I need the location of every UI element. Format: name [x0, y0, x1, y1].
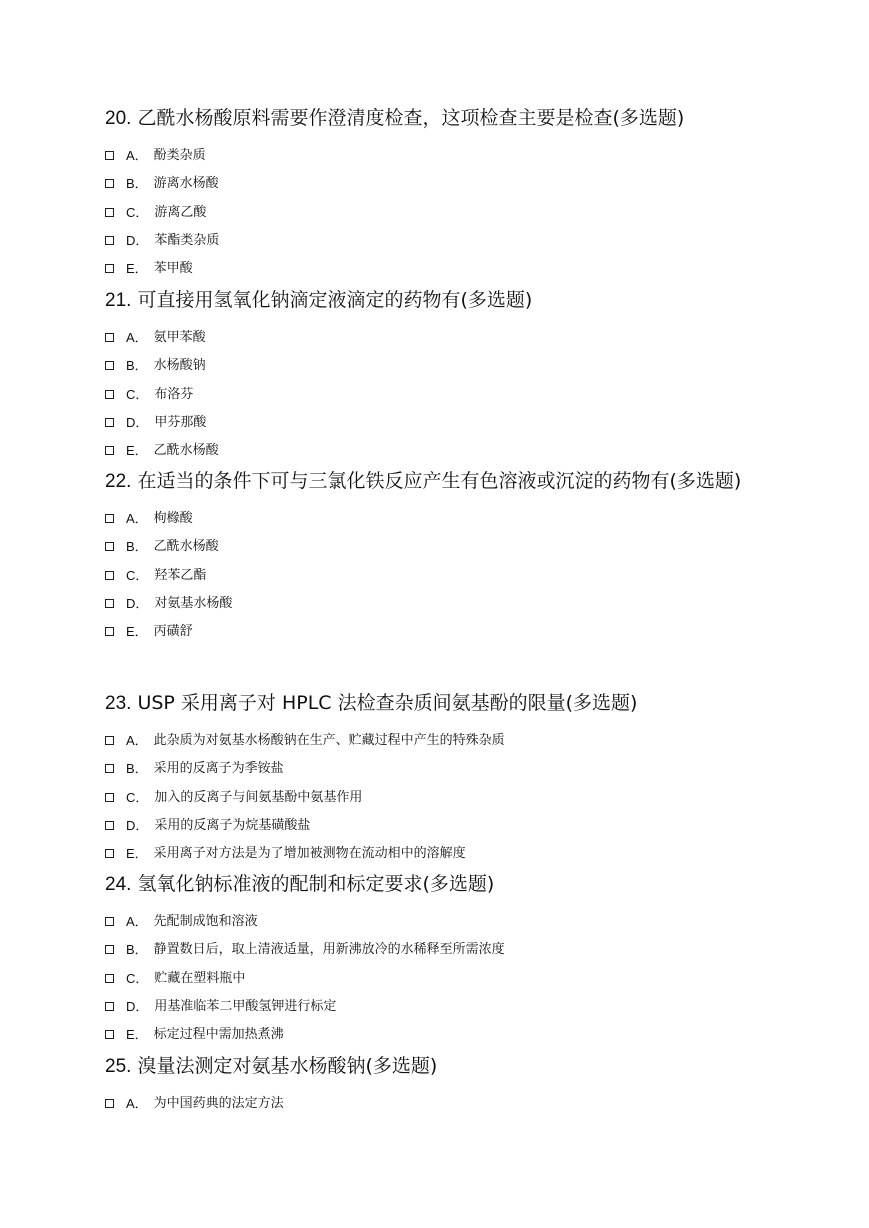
option-key: C． [126, 970, 149, 986]
checkbox-icon[interactable] [105, 264, 114, 273]
question-title [105, 683, 765, 724]
option-text: 为中国药典的法定方法 [153, 1096, 284, 1112]
checkbox-icon[interactable] [105, 333, 114, 342]
option-text: 采用的反离子为烷基磺酸盐 [154, 818, 311, 834]
option-d[interactable] [105, 227, 765, 255]
question-number: 25. [105, 1056, 132, 1077]
question-22 [105, 461, 765, 646]
option-text: 酚类杂质 [153, 148, 206, 164]
checkbox-icon[interactable] [105, 1099, 114, 1108]
option-b[interactable] [105, 533, 765, 561]
option-key: A． [126, 330, 148, 346]
option-key: C． [126, 204, 149, 220]
option-c[interactable] [105, 965, 765, 993]
option-a[interactable] [105, 908, 765, 936]
option-c[interactable] [105, 381, 765, 409]
option-text: 水杨酸钠 [153, 358, 206, 374]
question-number: 21. [105, 290, 132, 311]
option-text: 贮藏在塑料瓶中 [154, 970, 246, 986]
option-text: 丙磺舒 [153, 624, 193, 640]
question-25 [105, 1046, 765, 1118]
checkbox-icon[interactable] [105, 151, 114, 160]
question-24 [105, 864, 765, 1049]
option-c[interactable] [105, 199, 765, 227]
question-title [105, 461, 765, 502]
checkbox-icon[interactable] [105, 849, 114, 858]
option-key: C． [126, 386, 149, 402]
option-a[interactable] [105, 1090, 765, 1118]
option-list [105, 324, 765, 465]
checkbox-icon[interactable] [105, 179, 114, 188]
question-title [105, 98, 765, 139]
checkbox-icon[interactable] [105, 1002, 114, 1011]
checkbox-icon[interactable] [105, 208, 114, 217]
option-key: B． [126, 539, 148, 555]
option-text: 此杂质为对氨基水杨酸钠在生产、贮藏过程中产生的特殊杂质 [153, 733, 505, 749]
checkbox-icon[interactable] [105, 361, 114, 370]
question-number: 22. [105, 471, 132, 492]
option-b[interactable] [105, 170, 765, 198]
option-key: D． [126, 233, 149, 249]
option-text: 苯酯类杂质 [154, 233, 220, 249]
option-key: E． [126, 846, 148, 862]
option-key: A． [126, 733, 148, 749]
option-a[interactable] [105, 324, 765, 352]
option-a[interactable] [105, 727, 765, 755]
option-a[interactable] [105, 142, 765, 170]
question-title [105, 1046, 765, 1087]
option-list [105, 142, 765, 283]
option-text: 苯甲酸 [153, 261, 193, 277]
checkbox-icon[interactable] [105, 627, 114, 636]
option-text: 加入的反离子与间氨基酚中氨基作用 [154, 789, 363, 805]
option-d[interactable] [105, 590, 765, 618]
question-number: 20. [105, 108, 132, 129]
option-key: C． [126, 567, 149, 583]
option-key: B． [126, 176, 148, 192]
checkbox-icon[interactable] [105, 917, 114, 926]
option-key: D． [126, 415, 149, 431]
question-21 [105, 280, 765, 465]
checkbox-icon[interactable] [105, 764, 114, 773]
option-text: 羟苯乙酯 [154, 567, 207, 583]
option-key: B． [126, 942, 148, 958]
option-key: D． [126, 999, 149, 1015]
option-text: 采用的反离子为季铵盐 [153, 761, 284, 777]
option-key: B． [126, 358, 148, 374]
checkbox-icon[interactable] [105, 446, 114, 455]
option-text: 布洛芬 [154, 386, 194, 402]
option-text: 游离水杨酸 [153, 176, 219, 192]
question-title [105, 864, 765, 905]
option-key: E． [126, 261, 148, 277]
option-list [105, 505, 765, 646]
option-key: A． [126, 511, 148, 527]
option-d[interactable] [105, 409, 765, 437]
option-c[interactable] [105, 562, 765, 590]
question-number: 23. [105, 693, 132, 714]
question-23 [105, 683, 765, 868]
option-a[interactable] [105, 505, 765, 533]
option-key: A． [126, 1096, 148, 1112]
option-key: B． [126, 761, 148, 777]
checkbox-icon[interactable] [105, 571, 114, 580]
option-d[interactable] [105, 993, 765, 1021]
option-text: 游离乙酸 [154, 204, 207, 220]
option-e[interactable] [105, 618, 765, 646]
question-text: 在适当的条件下可与三氯化铁反应产生有色溶液或沉淀的药物有(多选题) [137, 470, 742, 492]
checkbox-icon[interactable] [105, 945, 114, 954]
option-d[interactable] [105, 812, 765, 840]
question-text: USP 采用离子对 HPLC 法检查杂质间氨基酚的限量(多选题) [137, 692, 638, 714]
checkbox-icon[interactable] [105, 390, 114, 399]
option-text: 静置数日后，取上清液适量，用新沸放冷的水稀释至所需浓度 [153, 942, 505, 958]
option-text: 对氨基水杨酸 [154, 596, 233, 612]
option-text: 标定过程中需加热煮沸 [153, 1027, 284, 1043]
question-text: 氢氧化钠标准液的配制和标定要求(多选题) [137, 873, 495, 895]
checkbox-icon[interactable] [105, 514, 114, 523]
checkbox-icon[interactable] [105, 793, 114, 802]
option-list [105, 1090, 765, 1118]
option-text: 甲芬那酸 [154, 415, 207, 431]
option-text: 用基准临苯二甲酸氢钾进行标定 [154, 999, 337, 1015]
checkbox-icon[interactable] [105, 418, 114, 427]
question-text: 溴量法测定对氨基水杨酸钠(多选题) [137, 1055, 438, 1077]
option-key: D． [126, 596, 149, 612]
option-text: 乙酰水杨酸 [153, 443, 219, 459]
option-b[interactable] [105, 755, 765, 783]
option-text: 乙酰水杨酸 [153, 539, 219, 555]
checkbox-icon[interactable] [105, 599, 114, 608]
option-key: C． [126, 789, 149, 805]
option-key: E． [126, 443, 148, 459]
option-key: E． [126, 1027, 148, 1043]
option-list [105, 908, 765, 1049]
question-text: 乙酰水杨酸原料需要作澄清度检查，这项检查主要是检查(多选题) [137, 107, 685, 129]
question-20 [105, 98, 765, 283]
option-b[interactable] [105, 936, 765, 964]
option-c[interactable] [105, 784, 765, 812]
question-title [105, 280, 765, 321]
question-text: 可直接用氢氧化钠滴定液滴定的药物有(多选题) [137, 289, 533, 311]
option-key: A． [126, 148, 148, 164]
option-text: 枸橼酸 [153, 511, 193, 527]
option-key: A． [126, 914, 148, 930]
question-number: 24. [105, 874, 132, 895]
option-key: E． [126, 624, 148, 640]
option-list [105, 727, 765, 868]
checkbox-icon[interactable] [105, 736, 114, 745]
option-text: 氨甲苯酸 [153, 330, 206, 346]
checkbox-icon[interactable] [105, 542, 114, 551]
checkbox-icon[interactable] [105, 974, 114, 983]
option-b[interactable] [105, 352, 765, 380]
option-text: 先配制成饱和溶液 [153, 914, 258, 930]
option-key: D． [126, 818, 149, 834]
checkbox-icon[interactable] [105, 1030, 114, 1039]
checkbox-icon[interactable] [105, 821, 114, 830]
option-text: 采用离子对方法是为了增加被测物在流动相中的溶解度 [153, 846, 466, 862]
checkbox-icon[interactable] [105, 236, 114, 245]
